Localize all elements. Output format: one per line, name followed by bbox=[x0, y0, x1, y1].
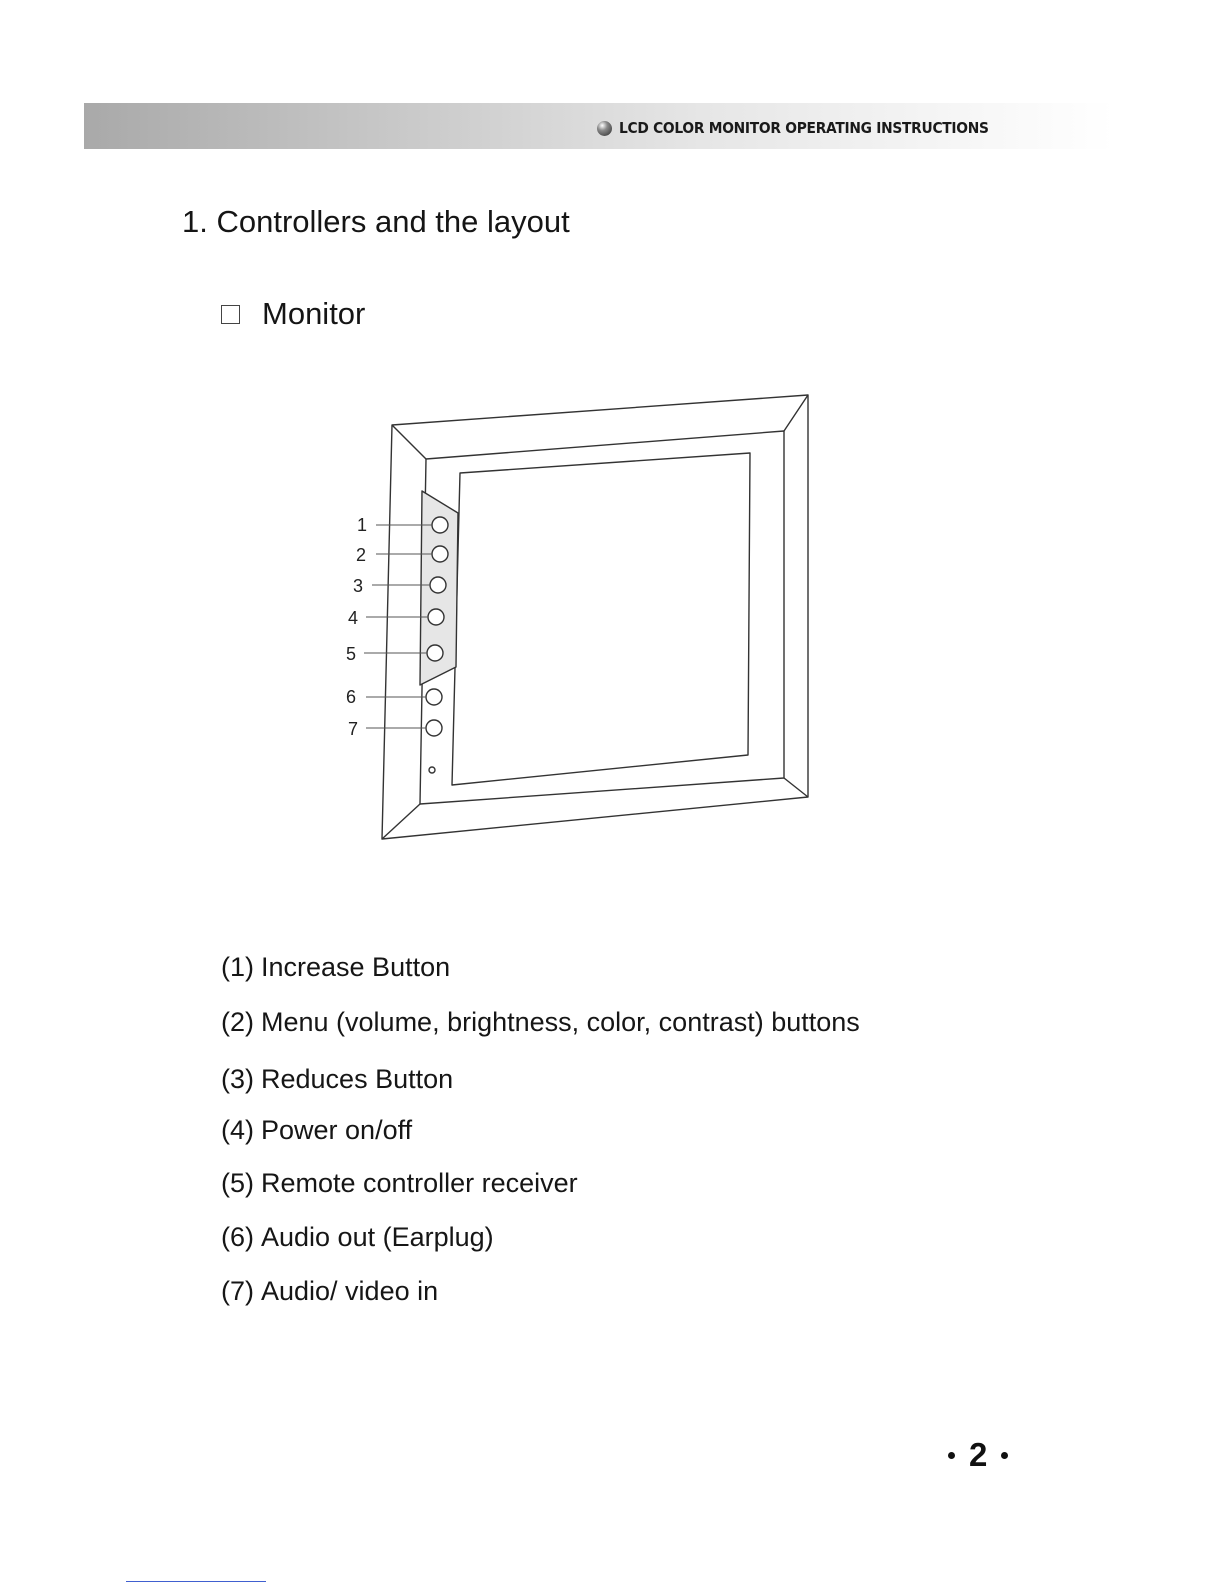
button-5 bbox=[427, 645, 443, 661]
button-2 bbox=[432, 546, 448, 562]
indicator-led bbox=[429, 767, 435, 773]
button-4 bbox=[428, 609, 444, 625]
callout-1: 1 bbox=[357, 515, 368, 535]
button-3 bbox=[430, 577, 446, 593]
legend-item-text: Audio/ video in bbox=[261, 1276, 439, 1306]
legend-item bbox=[221, 1222, 494, 1253]
monitor-screen bbox=[452, 453, 750, 785]
callout-7: 7 bbox=[348, 719, 359, 739]
legend-item bbox=[221, 1276, 438, 1307]
legend-item-text: Power on/off bbox=[261, 1115, 413, 1145]
subsection-heading bbox=[221, 296, 365, 332]
callout-5: 5 bbox=[346, 644, 357, 664]
legend-item-number: (4) bbox=[221, 1115, 254, 1145]
legend-item-number: (5) bbox=[221, 1168, 254, 1198]
bullet-dot-icon bbox=[1001, 1452, 1008, 1459]
sphere-bullet-icon bbox=[597, 121, 612, 136]
legend-item-number: (7) bbox=[221, 1276, 254, 1306]
section-title: 1. Controllers and the layout bbox=[182, 204, 570, 239]
callout-6: 6 bbox=[346, 687, 357, 707]
button-7 bbox=[426, 720, 442, 736]
header-title-text: LCD COLOR MONITOR OPERATING INSTRUCTIONS bbox=[619, 119, 989, 137]
subsection-label: Monitor bbox=[262, 296, 366, 331]
monitor-illustration bbox=[330, 385, 830, 855]
page-number bbox=[948, 1436, 1008, 1474]
bullet-dot-icon bbox=[948, 1452, 955, 1459]
button-6 bbox=[426, 689, 442, 705]
page-number-text: 2 bbox=[969, 1436, 988, 1473]
legend-item-number: (2) bbox=[221, 1007, 254, 1037]
legend-item-number: (6) bbox=[221, 1222, 254, 1252]
legend-item bbox=[221, 1115, 412, 1146]
legend-item bbox=[221, 1007, 860, 1038]
legend-item-number: (1) bbox=[221, 952, 254, 982]
callout-3: 3 bbox=[353, 576, 364, 596]
legend-item bbox=[221, 1064, 453, 1095]
legend-item bbox=[221, 952, 450, 983]
button-1 bbox=[432, 517, 448, 533]
checkbox-icon bbox=[221, 305, 240, 324]
header-title bbox=[597, 116, 1021, 140]
bottom-rule bbox=[126, 1581, 266, 1582]
legend-item-text: Increase Button bbox=[261, 952, 451, 982]
legend-item-text: Remote controller receiver bbox=[261, 1168, 578, 1198]
legend-item-text: Audio out (Earplug) bbox=[261, 1222, 494, 1252]
legend-item-text: Reduces Button bbox=[261, 1064, 454, 1094]
callout-2: 2 bbox=[356, 545, 367, 565]
legend-item-number: (3) bbox=[221, 1064, 254, 1094]
legend-item-text: Menu (volume, brightness, color, contrast) buttons bbox=[261, 1007, 860, 1037]
monitor-diagram bbox=[330, 385, 830, 855]
legend-item bbox=[221, 1168, 578, 1199]
callout-4: 4 bbox=[348, 608, 359, 628]
